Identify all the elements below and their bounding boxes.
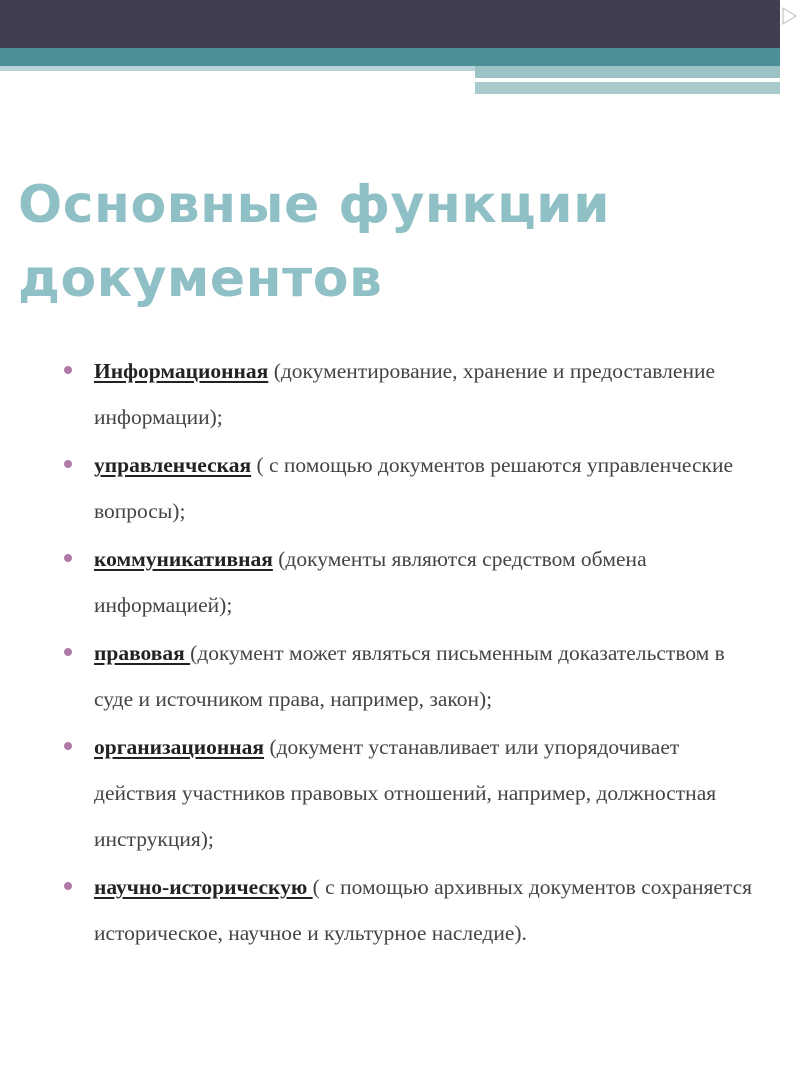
page-title: Основные функции документов (18, 175, 611, 309)
function-description: (документ устанавливает или упорядочивает действия участников правовых отношений, например, должностная инструкция); (94, 735, 717, 851)
header-pointer-icon (781, 0, 800, 94)
list-item (64, 348, 764, 440)
bullet-icon (64, 554, 72, 562)
function-description: (документы являются средством обмена информацией); (94, 547, 647, 617)
function-description: ( с помощью документов решаются управленческие вопросы); (94, 453, 734, 523)
list-item (64, 864, 764, 956)
function-term: коммуникативная (94, 547, 273, 571)
function-description: (документ может являться письменным доказательством в суде и источником права, например, закон); (94, 641, 725, 711)
bullet-icon (64, 460, 72, 468)
list-item (64, 630, 764, 722)
function-description: ( с помощью архивных документов сохраняется историческое, научное и культурное наследие). (94, 875, 753, 945)
header-teal-bar (0, 48, 780, 66)
function-term: правовая (94, 641, 191, 665)
function-term: научно-историческую (94, 875, 313, 899)
list-item (64, 442, 764, 534)
bullet-icon (64, 742, 72, 750)
function-term: организационная (94, 735, 265, 759)
function-term: управленческая (94, 453, 252, 477)
function-description: (документирование, хранение и предоставление информации); (94, 359, 715, 429)
bullet-icon (64, 882, 72, 890)
header-light-block-upper (475, 66, 780, 78)
bullet-icon (64, 648, 72, 656)
bullet-icon (64, 366, 72, 374)
header-light-stripe (0, 66, 475, 71)
header-dark-bar (0, 0, 780, 48)
list-item (64, 536, 764, 628)
function-term: Информационная (94, 359, 269, 383)
list-item (64, 724, 764, 862)
function-list (64, 348, 764, 958)
header-light-block-lower (475, 82, 780, 94)
